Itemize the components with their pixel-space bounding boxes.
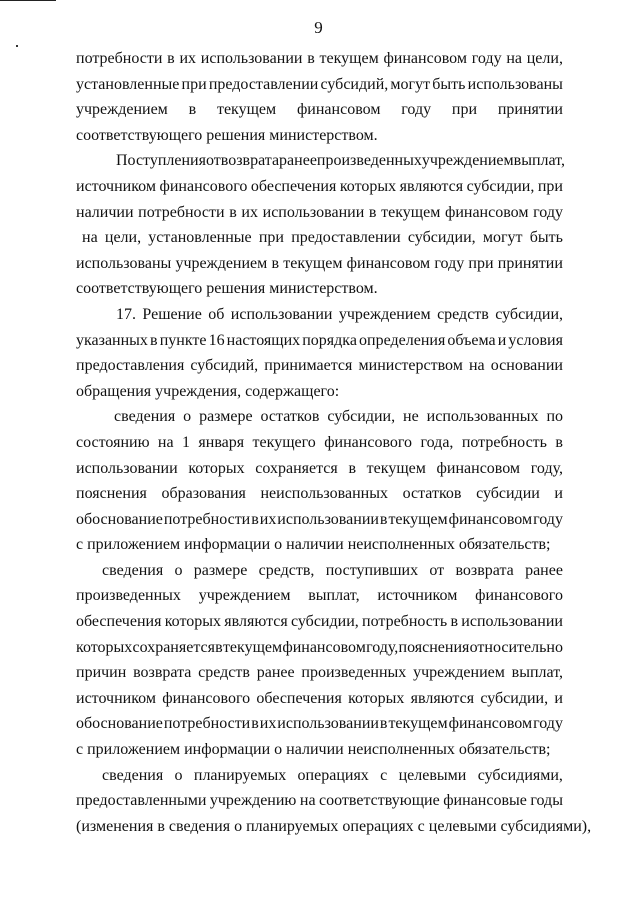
text-line: предоставления субсидий, принимается министерством на основании [76, 357, 563, 375]
text-line: произведенных учреждением выплат, источником финансового [76, 587, 563, 605]
text-line: источником финансового обеспечения которых являются субсидии, и [76, 689, 563, 707]
paragraph-p1 [76, 46, 563, 148]
text-line: пояснения образования неиспользованных остатков субсидии и [76, 485, 563, 503]
page-number: 9 [314, 18, 323, 37]
text-line: сведения о размере средств, поступивших от возврата ранее [102, 561, 563, 579]
text-line: источником финансового обеспечения которых являются субсидии, при [76, 177, 563, 195]
paragraph-p2 [76, 148, 563, 302]
paragraph-p6 [76, 763, 592, 840]
text-line: обращения учреждения, содержащего: [76, 382, 340, 400]
paragraph-p5 [76, 558, 563, 763]
text-line: соответствующего решения министерством. [76, 126, 378, 144]
text-line: с приложением информации о наличии неисполненных обязательств; [76, 536, 551, 554]
text-line: обоснование потребности в их использовании в текущем финансовом году [76, 510, 563, 528]
text-line: использованы учреждением в текущем финансовом году при принятии [76, 254, 563, 272]
scan-edge-mark [0, 0, 56, 1]
paragraph-p3 [76, 302, 563, 404]
text-line: причин возврата средств ранее произведенных учреждением выплат, [76, 664, 563, 682]
text-line: обеспечения которых являются субсидии, потребность в использовании [76, 613, 563, 631]
text-line: предоставленными учреждению на соответствующие финансовые годы [76, 792, 563, 810]
text-line: на цели, установленные при предоставлении субсидии, могут быть [82, 229, 563, 247]
text-line: которых сохраняется в текущем финансовом году, пояснения относительно [76, 638, 563, 656]
text-line: 17. Решение об использовании учреждением средств субсидии, [116, 305, 563, 323]
text-line: состоянию на 1 января текущего финансового года, потребность в [76, 433, 563, 451]
text-line: сведения о размере остатков субсидии, не использованных по [114, 408, 563, 426]
text-line: учреждением в текущем финансовом году при принятии [76, 101, 563, 119]
text-line: установленные при предоставлении субсидий, могут быть использованы [76, 75, 563, 93]
text-line: указанных в пункте 16 настоящих порядка определения объема и условия [76, 331, 563, 349]
paragraph-p4 [76, 404, 563, 558]
text-line: сведения о планируемых операциях с целевыми субсидиями, [102, 766, 563, 784]
text-line: (изменения в сведения о планируемых операциях с целевыми субсидиями), [76, 817, 592, 835]
text-line: с приложением информации о наличии неисполненных обязательств; [76, 741, 551, 759]
document-body [76, 46, 592, 839]
text-line: соответствующего решения министерством. [76, 280, 378, 298]
text-line: обоснование потребности в их использовании в текущем финансовом году [76, 715, 563, 733]
scan-speck [16, 45, 18, 47]
text-line: наличии потребности в их использовании в текущем финансовом году [76, 203, 563, 221]
text-line: Поступления от возврата ранее произведенных учреждением выплат, [116, 152, 565, 170]
text-line: использовании которых сохраняется в текущем финансовом году, [76, 459, 563, 477]
text-line: потребности в их использовании в текущем финансовом году на цели, [76, 50, 563, 67]
